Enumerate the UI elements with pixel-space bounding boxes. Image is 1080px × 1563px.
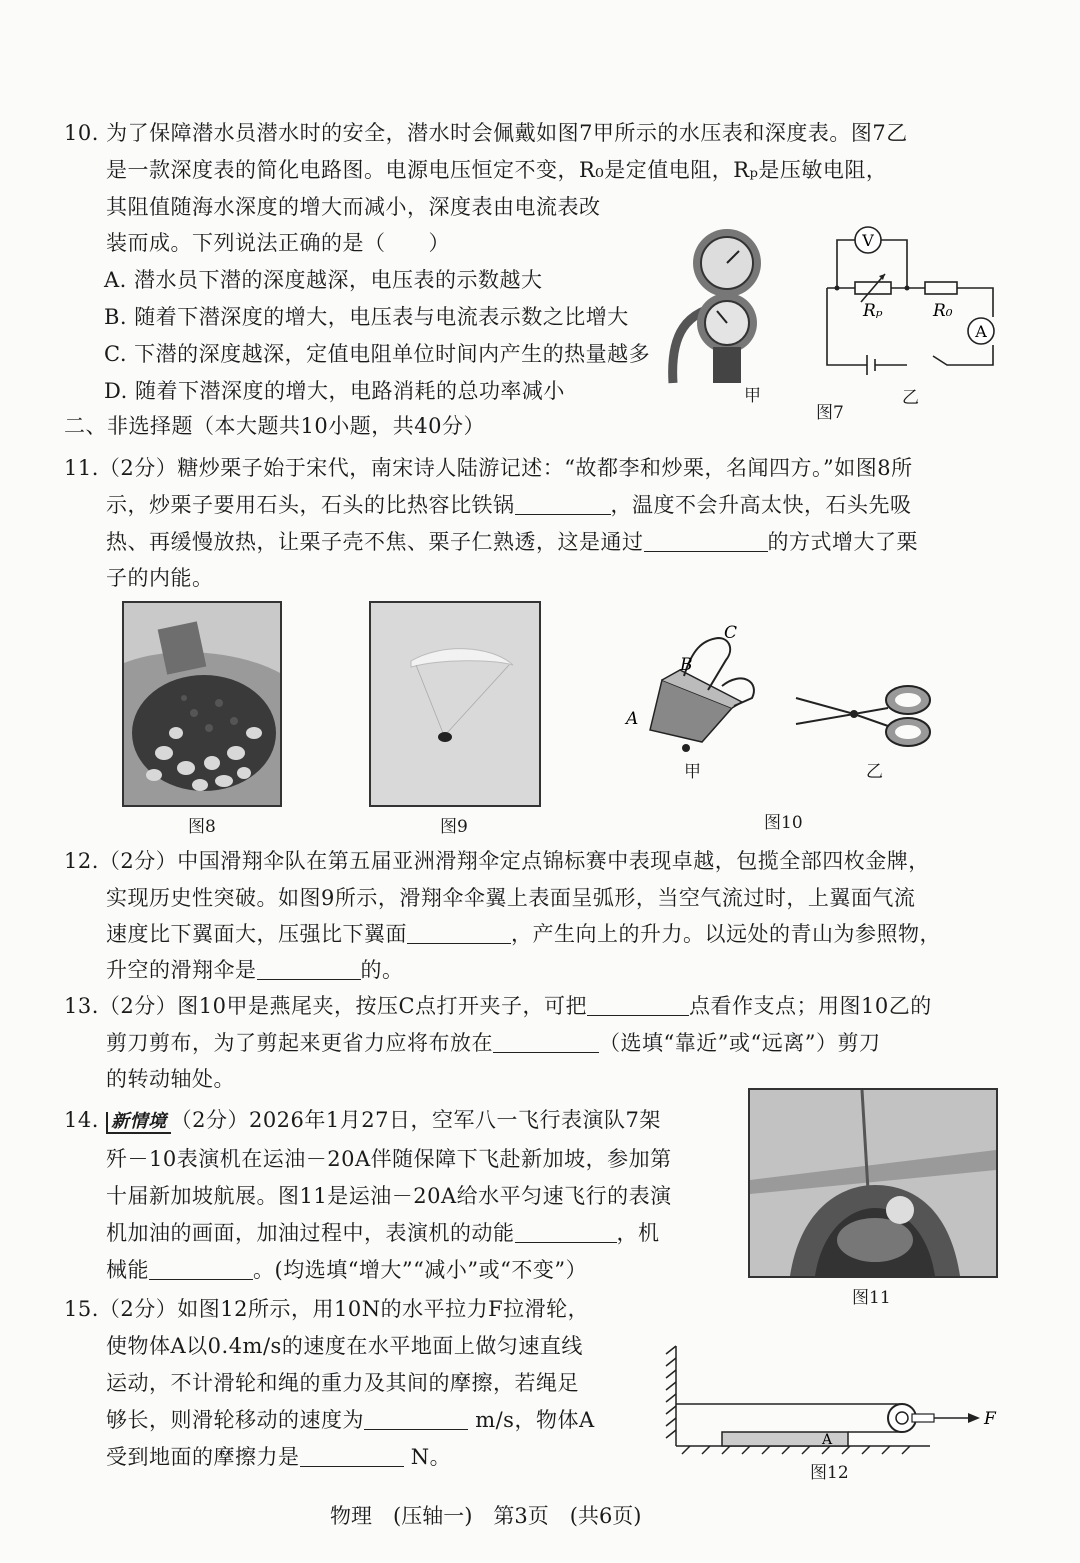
q11-answer-blank-2[interactable] [644, 531, 768, 552]
circuit-diagram [815, 222, 1005, 382]
q15-line-1: 15.（2分）如图12所示，用10N的水平拉力F拉滑轮， [64, 1297, 590, 1321]
q13-answer-blank-1[interactable] [587, 995, 689, 1016]
q14-line-3: 十届新加坡航展。图11是运油－20A给水平匀速飞行的表演 [106, 1184, 672, 1208]
voltmeter-label: V [862, 231, 874, 250]
page-footer: 物理 (压轴一) 第3页 (共6页) [330, 1504, 642, 1528]
fig10-right-label: 乙 [866, 762, 883, 782]
q11-line-4: 子的内能。 [106, 566, 214, 590]
q10-option-d: D. 随着下潜深度的增大，电路消耗的总功率减小 [104, 379, 565, 403]
new-context-tag: 新情境 [106, 1112, 171, 1134]
q12-text-4b: 的。 [360, 958, 404, 982]
q14-text-5b: 。(均选填“增大”“减小”或“不变”） [253, 1258, 588, 1282]
q15-line-2: 使物体A以0.4m/s的速度在水平地面上做匀速直线 [106, 1334, 583, 1358]
q13-line-1 [64, 993, 932, 1019]
q12-line-1: 12.（2分）中国滑翔伞队在第五届亚洲滑翔伞定点锦标赛中表现卓越，包揽全部四枚金牌， [64, 849, 930, 873]
q13-line-3: 的转动轴处。 [106, 1067, 235, 1091]
q14-line-5 [106, 1257, 587, 1283]
q14-line-1 [64, 1107, 661, 1134]
paraglider-photo [369, 601, 541, 807]
force-label: F [984, 1409, 996, 1429]
q15-line-4 [106, 1407, 595, 1433]
q14-text-4b: ，机 [616, 1221, 660, 1245]
r0-label: R₀ [933, 301, 953, 321]
q14-text-1: （2分）2026年1月27日，空军八一飞行表演队7架 [170, 1108, 661, 1132]
depth-gauge-image [665, 215, 790, 385]
q14-answer-blank-1[interactable] [515, 1222, 617, 1243]
q12-text-4a: 升空的滑翔伞是 [106, 958, 257, 982]
q14-line-4 [106, 1220, 660, 1246]
q12-line-2: 实现历史性突破。如图9所示，滑翔伞伞翼上表面呈弧形，当空气流过时，上翼面气流 [106, 886, 916, 910]
q10-line-1: 10. 为了保障潜水员潜水时的安全，潜水时会佩戴如图7甲所示的水压表和深度表。图7乙 [64, 121, 908, 145]
clip-label-b: B [680, 655, 693, 675]
q12-text-3b: ，产生向上的升力。以远处的青山为参照物， [511, 922, 941, 946]
q12-line-3 [106, 921, 941, 947]
q14-text-4a: 机加油的画面，加油过程中，表演机的动能 [106, 1221, 515, 1245]
scissors-diagram [792, 678, 938, 752]
q10-option-b: B. 随着下潜深度的增大，电压表与电流表示数之比增大 [104, 305, 629, 329]
q11-line-1: 11.（2分）糖炒栗子始于宋代，南宋诗人陆游记述：“故都李和炒栗，名闻四方。”如图8所 [64, 456, 913, 480]
q10-line-3: 其阻值随海水深度的增大而减小，深度表由电流表改 [106, 195, 601, 219]
q11-answer-blank-1[interactable] [515, 494, 611, 515]
q13-text-2a: 剪刀剪布，为了剪起来更省力应将布放在 [106, 1031, 493, 1055]
q15-text-5b: N。 [410, 1445, 452, 1469]
q15-text-4b: m/s，物体A [475, 1408, 595, 1432]
fig7-right-label: 乙 [902, 388, 919, 408]
q11-line-3 [106, 529, 918, 555]
q15-answer-blank-2[interactable] [300, 1446, 404, 1467]
pulley-diagram [662, 1342, 1002, 1460]
q11-line-2 [106, 492, 912, 518]
q10-line-2: 是一款深度表的简化电路图。电源电压恒定不变，R₀是定值电阻，Rₚ是压敏电阻， [106, 158, 888, 182]
q15-text-4a: 够长，则滑轮移动的速度为 [106, 1408, 364, 1432]
q14-answer-blank-2[interactable] [149, 1259, 253, 1280]
section-heading: 二、非选择题（本大题共10小题，共40分） [64, 414, 485, 438]
clip-label-c: C [724, 623, 738, 643]
q15-line-5 [106, 1444, 451, 1470]
block-label: A [822, 1432, 833, 1448]
q13-text-1a: 13.（2分）图10甲是燕尾夹，按压C点打开夹子，可把 [64, 994, 588, 1018]
q12-answer-blank-1[interactable] [407, 923, 511, 944]
fig7-caption: 图7 [816, 403, 844, 423]
q13-text-2b: （选填“靠近”或“远离”）剪刀 [599, 1031, 881, 1055]
fig9-caption: 图9 [440, 817, 468, 837]
q15-text-5a: 受到地面的摩擦力是 [106, 1445, 300, 1469]
q12-line-4 [106, 957, 404, 983]
ammeter-label: A [975, 322, 987, 341]
q10-option-a: A. 潜水员下潜的深度越深，电压表的示数越大 [104, 268, 543, 292]
q13-line-2 [106, 1030, 880, 1056]
q10-option-c: C. 下潜的深度越深，定值电阻单位时间内产生的热量越多 [104, 342, 651, 366]
clip-label-a: A [626, 709, 639, 729]
q14-text-5a: 械能 [106, 1258, 149, 1282]
q13-text-1b: 点看作支点；用图10乙的 [689, 994, 932, 1018]
fig7-left-label: 甲 [744, 386, 761, 406]
refueling-photo [748, 1088, 998, 1278]
fig10-caption: 图10 [764, 813, 803, 833]
q13-answer-blank-2[interactable] [493, 1032, 599, 1053]
q12-answer-blank-2[interactable] [257, 959, 361, 980]
q14-number: 14. [64, 1108, 99, 1132]
q10-line-4: 装而成。下列说法正确的是（ ） [106, 231, 450, 255]
fig12-caption: 图12 [810, 1463, 849, 1483]
fig11-caption: 图11 [852, 1288, 891, 1308]
binder-clip-diagram [622, 620, 772, 760]
q11-text-3a: 热、再缓慢放热，让栗子壳不焦、栗子仁熟透，这是通过 [106, 530, 644, 554]
rp-label: Rₚ [863, 301, 883, 321]
q15-line-3: 运动，不计滑轮和绳的重力及其间的摩擦，若绳足 [106, 1371, 579, 1395]
q11-text-3b: 的方式增大了栗 [767, 530, 918, 554]
q11-text-2b: ，温度不会升高太快，石头先吸 [610, 493, 912, 517]
chestnut-photo [122, 601, 282, 807]
q14-line-2: 歼－10表演机在运油－20A伴随保障下飞赴新加坡，参加第 [106, 1147, 672, 1171]
q12-text-3a: 速度比下翼面大，压强比下翼面 [106, 922, 407, 946]
fig10-left-label: 甲 [684, 762, 701, 782]
q11-text-2a: 示，炒栗子要用石头，石头的比热容比铁锅 [106, 493, 515, 517]
fig8-caption: 图8 [188, 817, 216, 837]
q15-answer-blank-1[interactable] [364, 1409, 468, 1430]
